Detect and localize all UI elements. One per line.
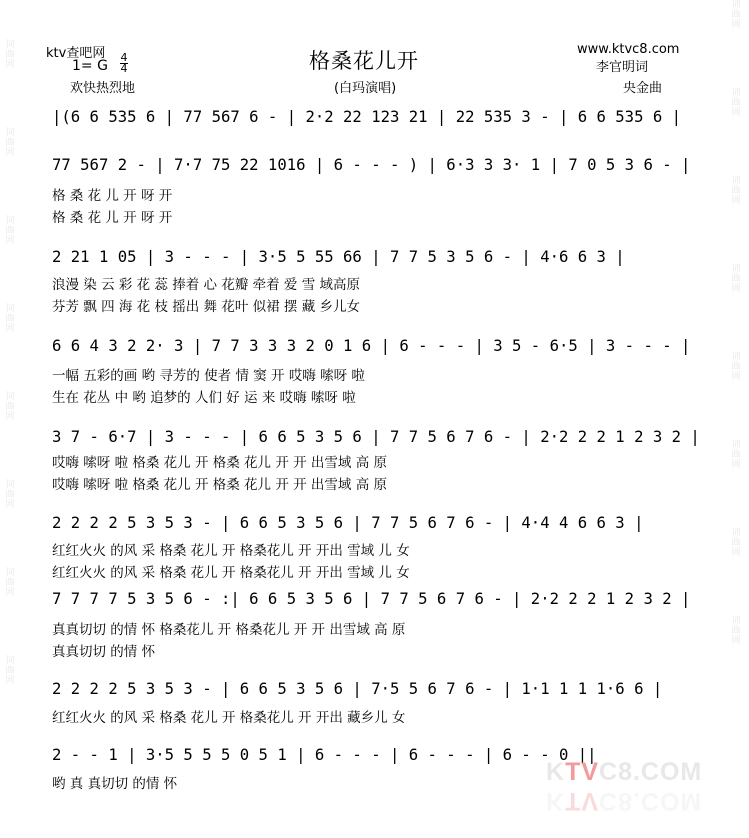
lyric-line: 芬芳 飘 四 海 花 枝 摇出 舞 花叶 似裙 摆 藏 乡儿女 — [52, 299, 360, 315]
watermark-text: 词曲网 — [731, 176, 741, 206]
composer: 央金曲 — [623, 81, 663, 96]
page-title: 格桑花儿开 — [309, 49, 419, 73]
watermark-text: 词曲网 — [731, 528, 741, 558]
lyric-line: 生在 花丛 中 哟 追梦的 人们 好 运 来 哎嗨 嗦呀 啦 — [52, 390, 356, 406]
lyric-line: 红红火火 的风 采 格桑 花儿 开 格桑花儿 开 开出 雪域 儿 女 — [52, 565, 410, 581]
notation-line: 2 - - 1 | 3·5 5 5 5 0 5 1 | 6 - - - | 6 - - - | 6 - - 0 || — [52, 746, 597, 764]
watermark-text: 词曲网 — [731, 88, 741, 118]
lyric-line: 真真切切 的情 怀 格桑花儿 开 格桑花儿 开 开 出雪域 高 原 — [52, 622, 406, 638]
lyric-line: 哎嗨 嗦呀 啦 格桑 花儿 开 格桑 花儿 开 开 出雪域 高 原 — [52, 477, 387, 493]
watermark-text: 词曲网 — [5, 568, 15, 598]
watermark-text: 词曲网 — [731, 0, 741, 30]
notation-line: 3 7 - 6·7 | 3 - - - | 6 6 5 3 5 6 | 7 7 5 6 7 6 - | 2·2 2 2 1 2 3 2 | — [52, 428, 700, 446]
site-logo-reflection: KTVC8.COM — [546, 787, 703, 815]
lyric-line: 真真切切 的情 怀 — [52, 644, 156, 660]
watermark-left — [4, 40, 16, 830]
key-signature: 1= G — [72, 58, 108, 74]
site-url: www.ktvc8.com — [577, 42, 680, 57]
watermark-text: 词曲网 — [731, 616, 741, 646]
lyric-line: 红红火火 的风 采 格桑 花儿 开 格桑花儿 开 开出 藏乡儿 女 — [52, 710, 406, 726]
lyricist: 李官明词 — [596, 60, 649, 75]
watermark-text: 词曲网 — [5, 128, 15, 158]
watermark-right — [730, 0, 742, 830]
watermark-text: 词曲网 — [731, 352, 741, 382]
watermark-text: 词曲网 — [731, 264, 741, 294]
lyric-line: 哎嗨 嗦呀 啦 格桑 花儿 开 格桑 花儿 开 开 出雪域 高 原 — [52, 455, 387, 471]
lyric-line: 一幅 五彩的画 哟 寻芳的 使者 情 窦 开 哎嗨 嗦呀 啦 — [52, 368, 365, 384]
watermark-text: 词曲网 — [5, 40, 15, 70]
notation-line: 2 2 2 2 5 3 5 3 - | 6 6 5 3 5 6 | 7·5 5 6 7 6 - | 1·1 1 1 1·6 6 | — [52, 680, 663, 698]
notation-line: 2 21 1 05 | 3 - - - | 3·5 5 55 66 | 7 7 5 3 5 6 - | 4·6 6 3 | — [52, 248, 625, 266]
lyric-line: 格 桑 花 儿 开 呀 开 — [52, 210, 173, 226]
notation-line: 2 2 2 2 5 3 5 3 - | 6 6 5 3 5 6 | 7 7 5 6 7 6 - | 4·4 4 6 6 3 | — [52, 514, 644, 532]
notation-line: 77 567 2 - | 7·7 75 22 1016 | 6 - - - ) | 6·3 3 3· 1 | 7 0 5 3 6 - | — [52, 156, 691, 174]
watermark-text: 词曲网 — [5, 392, 15, 422]
lyric-line: 红红火火 的风 采 格桑 花儿 开 格桑花儿 开 开出 雪域 儿 女 — [52, 543, 410, 559]
watermark-text: 词曲网 — [731, 440, 741, 470]
watermark-text: 词曲网 — [5, 216, 15, 246]
singer: (白玛演唱) — [334, 81, 397, 96]
watermark-text: 词曲网 — [5, 656, 15, 686]
notation-line: 7 7 7 7 5 3 5 6 - :| 6 6 5 3 5 6 | 7 7 5 6 7 6 - | 2·2 2 2 1 2 3 2 | — [52, 590, 691, 608]
lyric-line: 格 桑 花 儿 开 呀 开 — [52, 188, 173, 204]
watermark-text: 词曲网 — [5, 304, 15, 334]
site-name: ktv查吧网 — [46, 46, 106, 61]
time-signature-bottom: 4 — [120, 62, 128, 75]
lyric-line: 哟 真 真切切 的情 怀 — [52, 776, 178, 792]
lyric-line: 浪漫 染 云 彩 花 蕊 捧着 心 花瓣 牵着 爱 雪 域高原 — [52, 277, 360, 293]
watermark-text: 词曲网 — [5, 480, 15, 510]
notation-line: |(6 6 535 6 | 77 567 6 - | 2·2 22 123 21 | 22 535 3 - | 6 6 535 6 | — [52, 108, 682, 126]
time-signature-top: 4 — [120, 51, 128, 64]
time-signature — [120, 53, 128, 74]
site-logo: KTVC8.COM — [546, 758, 703, 786]
tempo-marking: 欢快热烈地 — [70, 81, 136, 96]
notation-line: 6 6 4 3 2 2· 3 | 7 7 3 3 3 2 0 1 6 | 6 - - - | 3 5 - 6·5 | 3 - - - | — [52, 337, 691, 355]
